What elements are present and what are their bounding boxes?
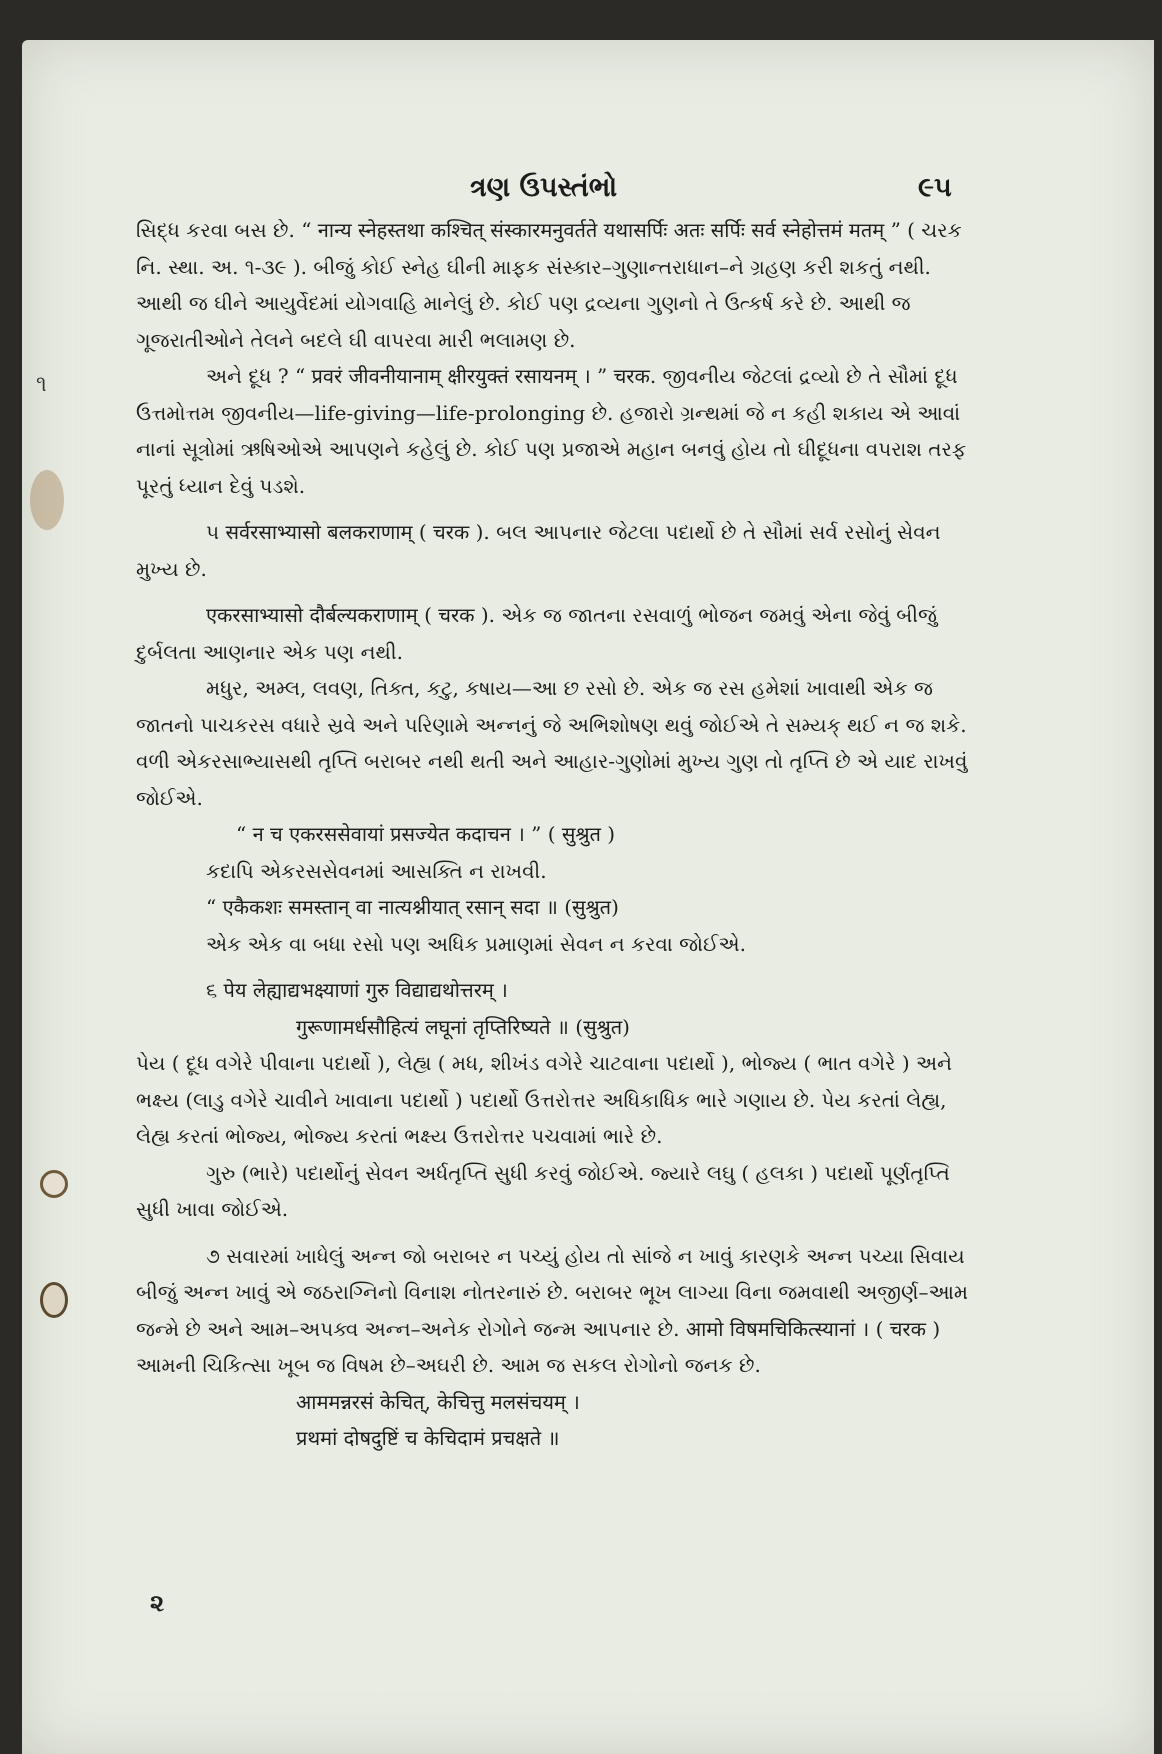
paragraph: ૭ સવારમાં ખાધેલું અન્ન જો બરાબર ન પચ્યું હોય તો સાંજે ન ખાવું કારણકે અન્ન પચ્યા સિવાય બીજું અન્ન ખાવું એ જઠરાગ્નિનો વિનાશ નોતરનારું છે. બરાબર ભૂખ લાગ્યા વિના જમવાથી અજીર્ણ–આમ જન્મે છે અને આમ–અપક્વ અન્ન–અનેક રોગોને જન્મ આપનાર છે. आमो विषमचिकित्स्यानां । ( चरक ) આમની ચિકિત્સા ખૂબ જ વિષમ છે–અઘરી છે. આમ જ સકલ રોગોનો જનક છે. <box>136 1243 969 1377</box>
paragraph: અને દૂધ ? “ प्रवरं जीवनीयानाम् क्षीरयुक्तं रसायनम् । ” चरक. જીવનીય જેટલાં દ્રવ્યો છે તે સૌમાં દૂધ ઉત્તમોત્તમ જીવનીય—life-giving—life-prolonging છે. હજારો ગ્રન્થમાં જે ન કહી શકાય એ આવાં નાનાં સૂત્રોમાં ઋષિઓએ આપણને કહેલું છે. કોઈ પણ પ્રજાએ મહાન બનવું હોય તો ઘીદૂધના વપરાશ તરફ પૂરતું ધ્યાન દેવું પડશે. <box>136 364 967 498</box>
verse-line: “ न च एकरससेवायां प्रसज्येत कदाचन । ” ( सुश्रुत ) <box>236 822 616 846</box>
body-text <box>136 212 976 1457</box>
verse-line: ૬ पेय लेह्याद्यभक्ष्याणां गुरु विद्याद्यथोत्तरम् । <box>206 978 508 1002</box>
paragraph: ૫ सर्वरसाभ्यासो बलकराणाम् ( चरक ). બલ આપનાર જેટલા પદાર્થો છે તે સૌમાં સર્વ રસોનું સેવન મુખ્ય છે. <box>136 520 941 581</box>
running-head: ત્રણ ઉપસ્તંભો <box>470 172 618 203</box>
paragraph: एकरसाभ्यासो दौर्बल्यकराणाम् ( चरक ). એક જ જાતના રસવાળું ભોજન જમવું એના જેવું બીજું દુર્બલતા આણનાર એક પણ નથી. <box>136 603 937 664</box>
paragraph: ગુરુ (ભારે) પદાર્થોનું સેવન અર્ધતૃપ્તિ સુધી કરવું જોઈએ. જ્યારે લઘુ ( હલકા ) પદાર્થો પૂર્ણતૃપ્તિ સુધી ખાવા જોઈએ. <box>136 1160 950 1221</box>
verse-line: गुरूणामर्धसौहित्यं लघूनां तृप्तिरिष्यते ॥ (सुश्रुत) <box>296 1014 630 1039</box>
paragraph: પેય ( દૂધ વગેરે પીવાના પદાર્થો ), લેહ્ય ( મધ, શીખંડ વગેરે ચાટવાના પદાર્થો ), ભોજ્ય ( ભાત વગેરે ) અને ભક્ષ્ય (લાડુ વગેરે ચાવીને ખાવાના પદાર્થો ) પદાર્થો ઉત્તરોત્તર અધિકાધિક ભારે ગણાય છે. પેય કરતાં લેહ્ય, લેહ્ય કરતાં ભોજ્ય, ભોજ્ય કરતાં ભક્ષ્ય ઉત્તરોત્તર પચવામાં ભારે છે. <box>136 1051 952 1148</box>
page-stain <box>30 470 64 530</box>
signature-mark: ૨ <box>150 1588 165 1617</box>
paragraph: સિદ્ધ કરવા બસ છે. “ नान्य स्नेहस्तथा कश्चित् संस्कारमनुवर्तते यथासर्पिः अतः सर्पिः सर्व स्नेहोत्तमं मतम् ” ( ચરક નિ. સ્થા. અ. ૧-૩૯ ). બીજું કોઈ સ્નેહ ઘીની માફક સંસ્કાર–ગુણાન્તરાધાન–ને ગ્રહણ કરી શકતું નથી. આથી જ ઘીને આયુર્વેદમાં યોગવાહિ માનેલું છે. કોઈ પણ દ્રવ્યના ગુણનો તે ઉત્કર્ષ કરે છે. આથી જ ગૂજરાતીઓને તેલને બદલે ઘી વાપરવા મારી ભલામણ છે. <box>136 218 962 352</box>
paragraph: એક એક વા બધા રસો પણ અધિક પ્રમાણમાં સેવન ન કરવા જોઈએ. <box>206 931 746 956</box>
verse-line: “ एकैकशः समस्तान् वा नात्यश्नीयात् रसान् सदा ॥ (सुश्रुत) <box>206 895 619 919</box>
page-header <box>0 172 1162 212</box>
verse-line: प्रथमां दोषदुष्टिं च केचिदामं प्रचक्षते ॥ <box>296 1426 560 1450</box>
binding-hole <box>40 1170 68 1198</box>
verse-line: आममन्नरसं केचित्, केचित्तु मलसंचयम् । <box>296 1389 580 1414</box>
page-number: ૯૫ <box>918 172 952 203</box>
paragraph: મધુર, અમ્લ, લવણ, તિક્ત, કટુ, કષાય—આ છ રસો છે. એક જ રસ હમેશાં ખાવાથી એક જ જાતનો પાચકરસ વધારે સ્રવે અને પરિણામે અન્નનું જે અભિશોષણ થવું જોઈએ તે સમ્યક્ થઈ ન જ શકે. વળી એકરસાભ્યાસથી તૃપ્તિ બરાબર નથી થતી અને આહાર-ગુણોમાં મુખ્ય ગુણ તો તૃપ્તિ છે એ યાદ રાખવું જોઈએ. <box>136 676 968 810</box>
binding-hole <box>40 1282 68 1318</box>
paragraph: કદાપિ એકરસસેવનમાં આસક્તિ ન રાખવી. <box>206 858 547 883</box>
margin-number: ૧ <box>36 372 47 397</box>
